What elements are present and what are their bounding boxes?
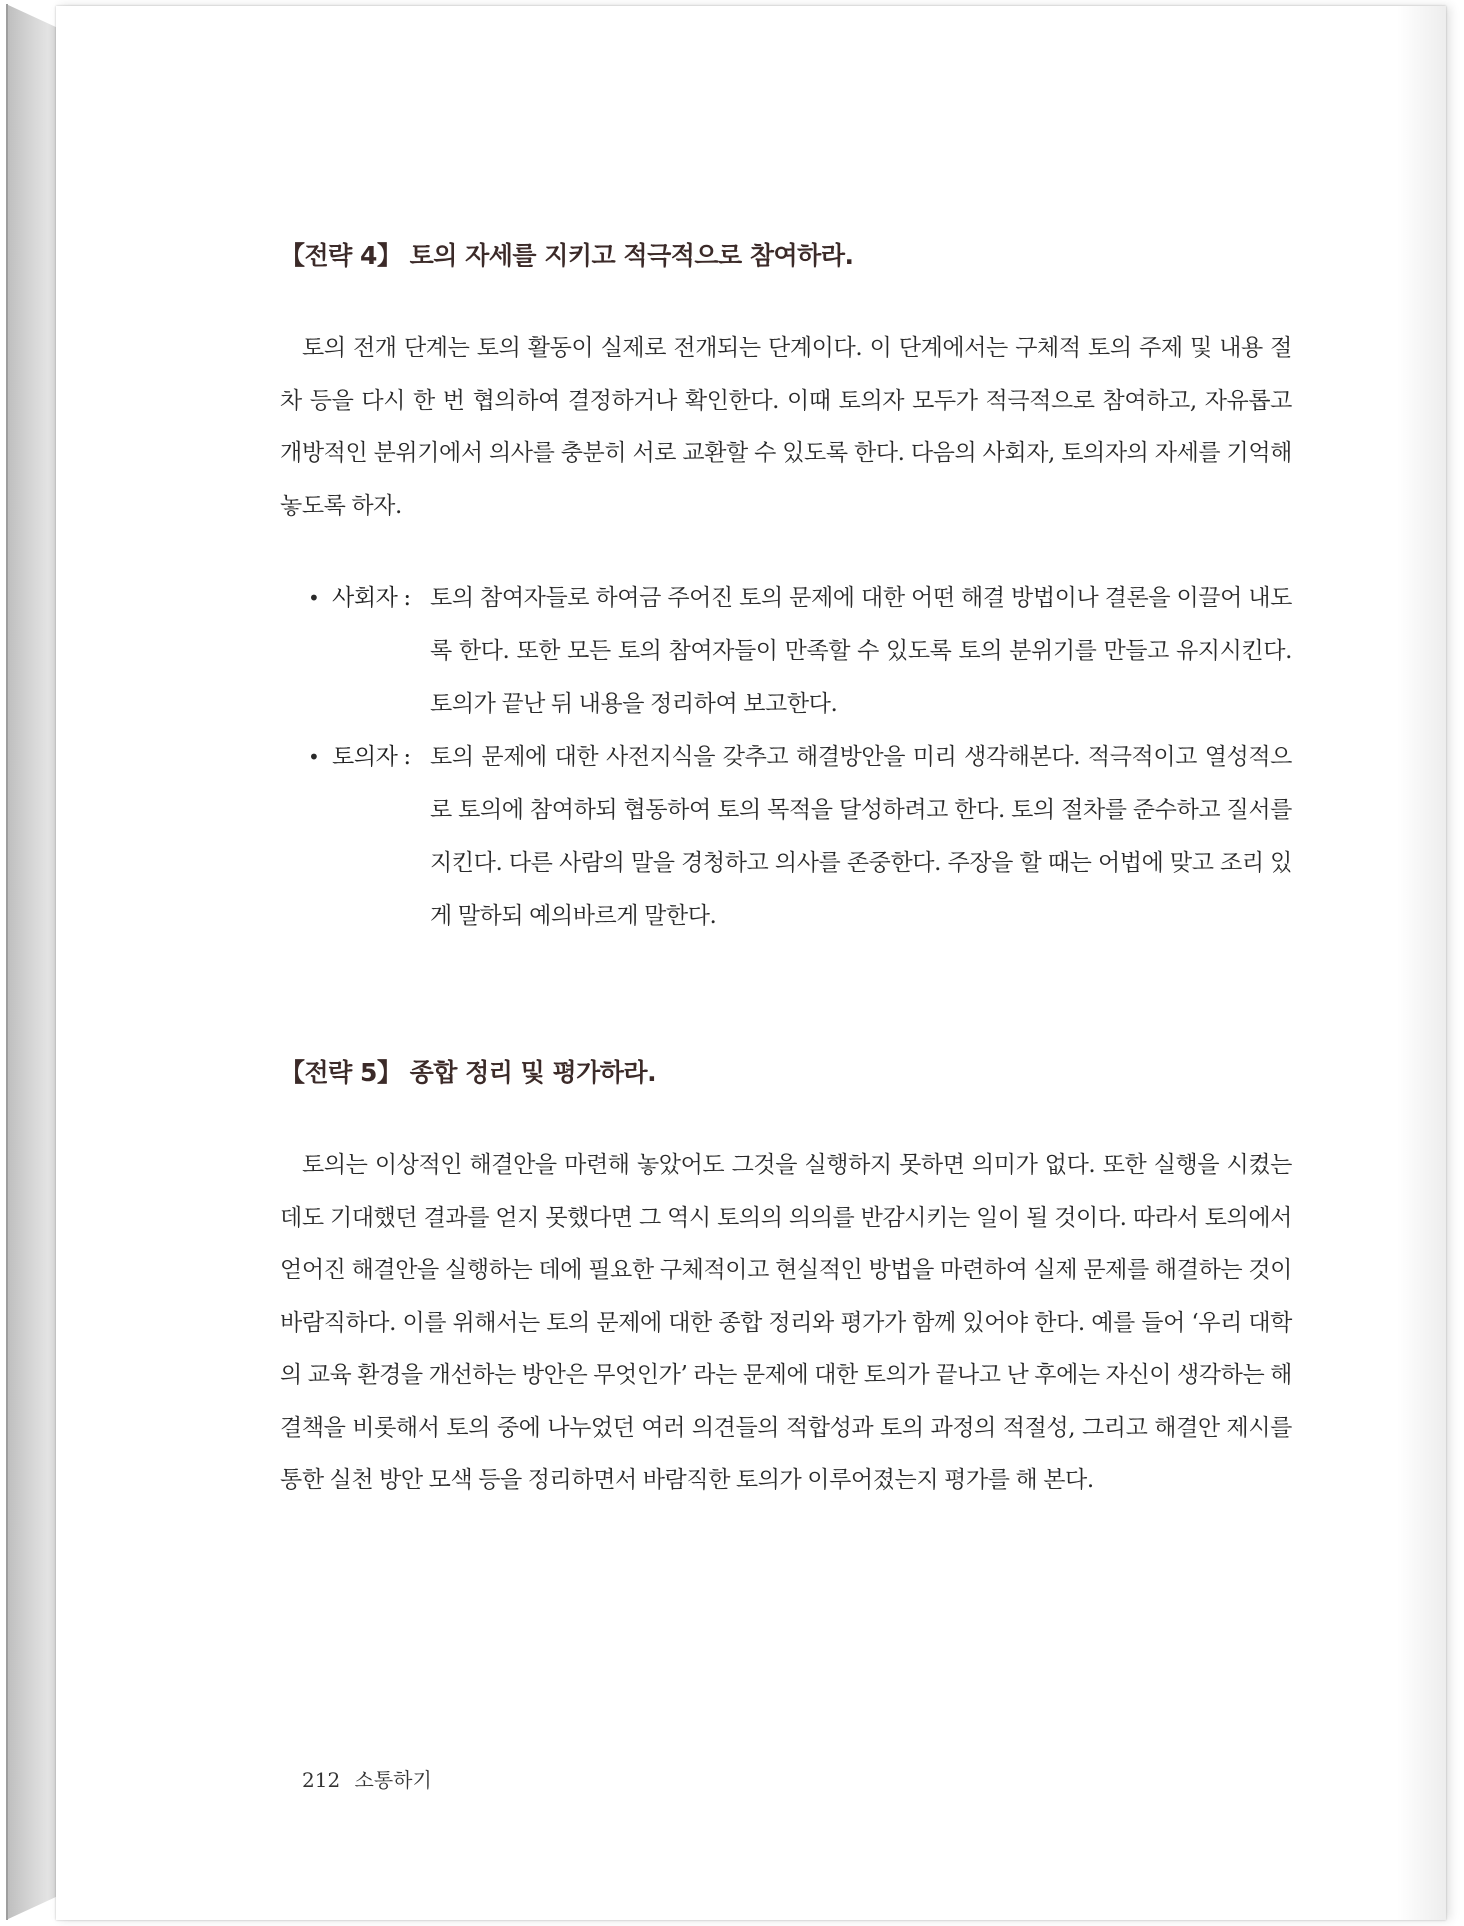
moderator-term-colon: : (403, 585, 411, 611)
page-number: 212 (302, 1768, 341, 1792)
bullet-icon: • (308, 586, 320, 610)
strategy-4-paragraph: 토의 전개 단계는 토의 활동이 실제로 전개되는 단계이다. 이 단계에서는 구체적 토의 주제 및 내용 절차 등을 다시 한 번 협의하여 결정하거나 확인한다. 이때 토의자 모두가 적극적으로 참여하고, 자유롭고 개방적인 분위기에서 의사를 충분히 서로 교환할 수 있도록 한다. 다음의 사회자, 토의자의 자세를 기억해 놓도록 하자. (280, 335, 1292, 519)
book-page (56, 6, 1446, 1920)
participant-description: 토의 문제에 대한 사전지식을 갖추고 해결방안을 미리 생각해본다. 적극적이고 열성적으로 토의에 참여하되 협동하여 토의 목적을 달성하려고 한다. 토의 절차를 준수하고 질서를 지킨다. 다른 사람의 말을 경청하고 의사를 존중한다. 주장을 할 때는 어법에 맞고 조리 있게 말하되 예의바르게 말한다. (430, 744, 1292, 929)
list-item-moderator (280, 572, 1292, 731)
participant-term (332, 731, 411, 784)
participant-term-colon: : (403, 744, 411, 770)
book-side-edge-outline (6, 4, 58, 1920)
page-edge-shadow (1396, 6, 1446, 1920)
strategy-5-paragraph: 토의는 이상적인 해결안을 마련해 놓았어도 그것을 실행하지 못하면 의미가 없다. 또한 실행을 시켰는데도 기대했던 결과를 얻지 못했다면 그 역시 토의의 의의를 반감시키는 일이 될 것이다. 따라서 토의에서 얻어진 해결안을 실행하는 데에 필요한 구체적이고 현실적인 방법을 마련하여 실제 문제를 해결하는 것이 바람직하다. 이를 위해서는 토의 문제에 대한 종합 정리와 평가가 함께 있어야 한다. 예를 들어 ‘우리 대학의 교육 환경을 개선하는 방안은 무엇인가’ 라는 문제에 대한 토의가 끝나고 난 후에는 자신이 생각하는 해결책을 비롯해서 토의 중에 나누었던 여러 의견들의 적합성과 토의 과정의 적절성, 그리고 해결안 제시를 통한 실천 방안 모색 등을 정리하면서 바람직한 토의가 이루어졌는지 평가를 해 본다. (280, 1152, 1292, 1493)
moderator-term-label: 사회자 (332, 585, 398, 611)
strategy-4-heading: 【전략 4】 토의 자세를 지키고 적극적으로 참여하라. (280, 241, 854, 270)
role-list (280, 572, 1292, 943)
strategy-5-heading: 【전략 5】 종합 정리 및 평가하라. (280, 1058, 657, 1087)
book-title: 소통하기 (354, 1768, 432, 1792)
moderator-description: 토의 참여자들로 하여금 주어진 토의 문제에 대한 어떤 해결 방법이나 결론을 이끌어 내도록 한다. 또한 모든 토의 참여자들이 만족할 수 있도록 토의 분위기를 만들고 유지시킨다. 토의가 끝난 뒤 내용을 정리하여 보고한다. (430, 585, 1292, 717)
list-item-participant (280, 731, 1292, 943)
bullet-icon: • (308, 745, 320, 769)
page-content (280, 238, 1292, 1507)
moderator-term (332, 572, 411, 625)
page-footer (302, 1764, 432, 1793)
participant-term-label: 토의자 (332, 744, 398, 770)
